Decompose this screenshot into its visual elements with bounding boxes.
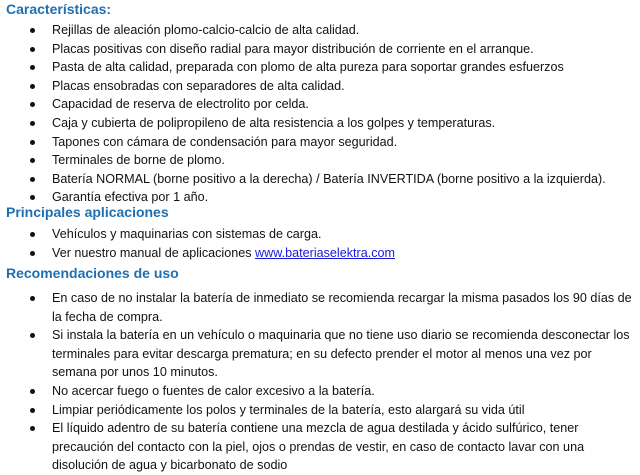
list-item-text: Si instala la batería en un vehículo o maquinaria que no tiene uso diario se recomienda desconectar los terminales para evitar descarga prematura; en su defecto prender el motor al menos una vez por semana por unos 10 minutos. — [52, 328, 630, 380]
bullet-dot-icon — [30, 28, 35, 33]
list-item — [0, 419, 640, 475]
list-item — [0, 289, 640, 326]
aplicaciones-list — [0, 225, 640, 262]
list-item-text: Placas ensobradas con separadores de alta calidad. — [52, 78, 345, 93]
list-item-text: Tapones con cámara de condensación para mayor seguridad. — [52, 134, 398, 149]
bullet-dot-icon — [30, 177, 35, 182]
bullet-dot-icon — [30, 84, 35, 89]
section-title-caracteristicas: Características: — [6, 1, 112, 17]
list-item-text: Placas positivas con diseño radial para mayor distribución de corriente en el arranque. — [52, 41, 534, 56]
list-item — [0, 77, 640, 96]
list-item — [0, 382, 640, 401]
bullet-dot-icon — [30, 408, 35, 413]
bullet-dot-icon — [30, 158, 35, 163]
bullet-dot-icon — [30, 296, 35, 301]
list-item-text: El líquido adentro de su batería contiene una mezcla de agua destilada y ácido sulfúrico, tener precaución del contacto con la piel, ojos o prendas de vestir, en caso de contacto lavar con una disolución de agua y bicarbonato de sodio — [52, 421, 585, 473]
list-item — [0, 21, 640, 40]
website-link[interactable]: www.bateriaselektra.com — [255, 245, 396, 260]
list-item — [0, 170, 640, 189]
bullet-dot-icon — [30, 195, 35, 200]
list-item-text: Terminales de borne de plomo. — [52, 153, 225, 168]
list-item — [0, 95, 640, 114]
list-item — [0, 244, 640, 263]
list-item — [0, 40, 640, 59]
list-item — [0, 133, 640, 152]
bullet-dot-icon — [30, 232, 35, 237]
section-title-recomendaciones: Recomendaciones de uso — [6, 265, 179, 281]
bullet-dot-icon — [30, 121, 35, 126]
list-item-text: Rejillas de aleación plomo-calcio-calcio de alta calidad. — [52, 23, 360, 37]
bullet-dot-icon — [30, 47, 35, 52]
bullet-dot-icon — [30, 140, 35, 145]
list-item-text: Caja y cubierta de polipropileno de alta resistencia a los golpes y temperaturas. — [52, 115, 496, 130]
list-item-text: No acercar fuego o fuentes de calor excesivo a la batería. — [52, 383, 375, 398]
caracteristicas-list — [0, 21, 640, 207]
list-item-text: Capacidad de reserva de electrolito por celda. — [52, 97, 309, 112]
list-item-text: Vehículos y maquinarias con sistemas de carga. — [52, 227, 322, 241]
manual-text: Ver nuestro manual de aplicaciones — [52, 245, 256, 260]
bullet-dot-icon — [30, 426, 35, 431]
list-item-text: Batería NORMAL (borne positivo a la derecha) / Batería INVERTIDA (borne positivo a la izquierda). — [52, 171, 606, 186]
bullet-dot-icon — [30, 65, 35, 70]
bullet-dot-icon — [30, 333, 35, 338]
list-item — [0, 326, 640, 382]
bullet-dot-icon — [30, 389, 35, 394]
list-item — [0, 401, 640, 420]
list-item-text: Pasta de alta calidad, preparada con plomo de alta pureza para soportar grandes esfuerzos — [52, 60, 564, 75]
recomendaciones-list — [0, 289, 640, 475]
list-item — [0, 114, 640, 133]
list-item-text: Limpiar periódicamente los polos y terminales de la batería, esto alargará su vida útil — [52, 402, 525, 417]
list-item-text: En caso de no instalar la batería de inmediato se recomienda recargar la misma pasados los 90 días de la fecha de compra. — [52, 291, 632, 324]
section-title-aplicaciones: Principales aplicaciones — [6, 204, 169, 220]
list-item — [0, 225, 640, 244]
list-item — [0, 58, 640, 77]
list-item-text: Garantía efectiva por 1 año. — [52, 190, 209, 205]
bullet-dot-icon — [30, 251, 35, 256]
list-item — [0, 151, 640, 170]
bullet-dot-icon — [30, 102, 35, 107]
